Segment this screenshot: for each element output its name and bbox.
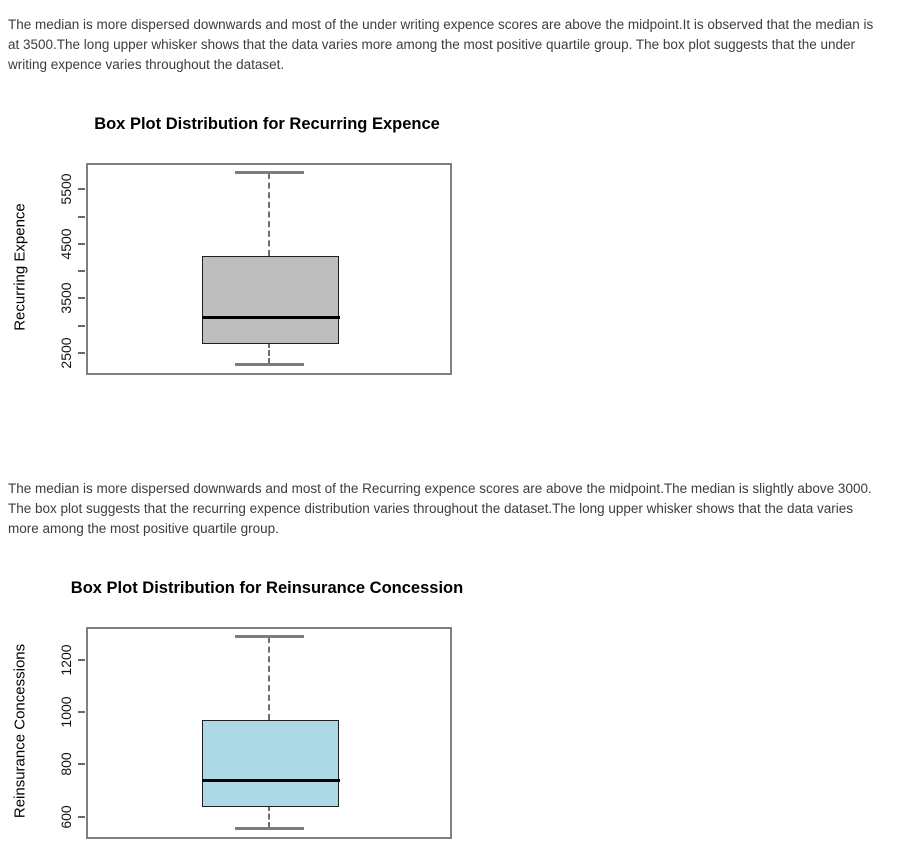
y-axis-tick-mark xyxy=(78,816,85,818)
y-axis-tick-mark xyxy=(78,243,85,245)
upper-whisker-line xyxy=(268,637,270,721)
y-axis-tick-label: 1000 xyxy=(58,696,74,728)
median-line xyxy=(202,779,340,782)
y-axis-label-reinsurance-concession: Reinsurance Concessions xyxy=(11,643,29,819)
paragraph-line: The median is more dispersed downwards and most of the Recurring expence scores are above the midpoint.The median is slightly above 3000. xyxy=(8,481,872,496)
y-axis-tick-mark xyxy=(78,352,85,354)
interquartile-box xyxy=(202,256,339,343)
y-axis-label-recurring-expence: Recurring Expence xyxy=(11,203,29,331)
y-axis-tick-label: 4500 xyxy=(58,228,74,260)
commentary-underwriting-expence xyxy=(8,15,873,75)
median-line xyxy=(202,316,340,319)
paragraph-line: The median is more dispersed downwards and most of the under writing expence scores are above the midpoint.It is observed that the median is xyxy=(8,17,874,32)
y-axis-tick-mark xyxy=(78,659,85,661)
chart-title-reinsurance-concession: Box Plot Distribution for Reinsurance Concession xyxy=(70,579,464,597)
upper-whisker-cap xyxy=(235,635,304,638)
y-axis-tick-mark xyxy=(78,216,85,218)
upper-whisker-cap xyxy=(235,171,304,174)
y-axis-tick-label: 3500 xyxy=(58,282,74,314)
y-axis-tick-label: 5500 xyxy=(58,173,74,205)
lower-whisker-line xyxy=(268,342,270,365)
lower-whisker-line xyxy=(268,805,270,828)
y-axis-tick-label: 800 xyxy=(58,752,74,777)
y-axis-tick-label: 600 xyxy=(58,804,74,829)
paragraph-line: more among the most positive quartile group. xyxy=(8,521,279,536)
y-axis-tick-mark xyxy=(78,297,85,299)
y-axis-tick-mark xyxy=(78,188,85,190)
commentary-recurring-expence xyxy=(8,479,872,539)
y-axis-tick-label: 2500 xyxy=(58,337,74,369)
boxplot-reinsurance-concession xyxy=(58,627,452,839)
interquartile-box xyxy=(202,720,339,807)
boxplot-recurring-expence xyxy=(58,163,452,375)
y-axis-tick-label: 1200 xyxy=(58,644,74,676)
lower-whisker-cap xyxy=(235,363,304,366)
y-axis-tick-mark xyxy=(78,270,85,272)
paragraph-line: writing expence varies throughout the dataset. xyxy=(8,57,285,72)
y-axis-tick-mark xyxy=(78,711,85,713)
upper-whisker-line xyxy=(268,173,270,256)
y-axis-tick-mark xyxy=(78,325,85,327)
paragraph-line: The box plot suggests that the recurring expence distribution varies throughout the dataset.The long upper whisker shows that the data varies xyxy=(8,501,853,516)
paragraph-line: at 3500.The long upper whisker shows that the data varies more among the most positive quartile group. The box plot suggests that the under xyxy=(8,37,855,52)
y-axis-tick-mark xyxy=(78,763,85,765)
chart-title-recurring-expence: Box Plot Distribution for Recurring Expence xyxy=(94,115,440,133)
lower-whisker-cap xyxy=(235,827,304,830)
